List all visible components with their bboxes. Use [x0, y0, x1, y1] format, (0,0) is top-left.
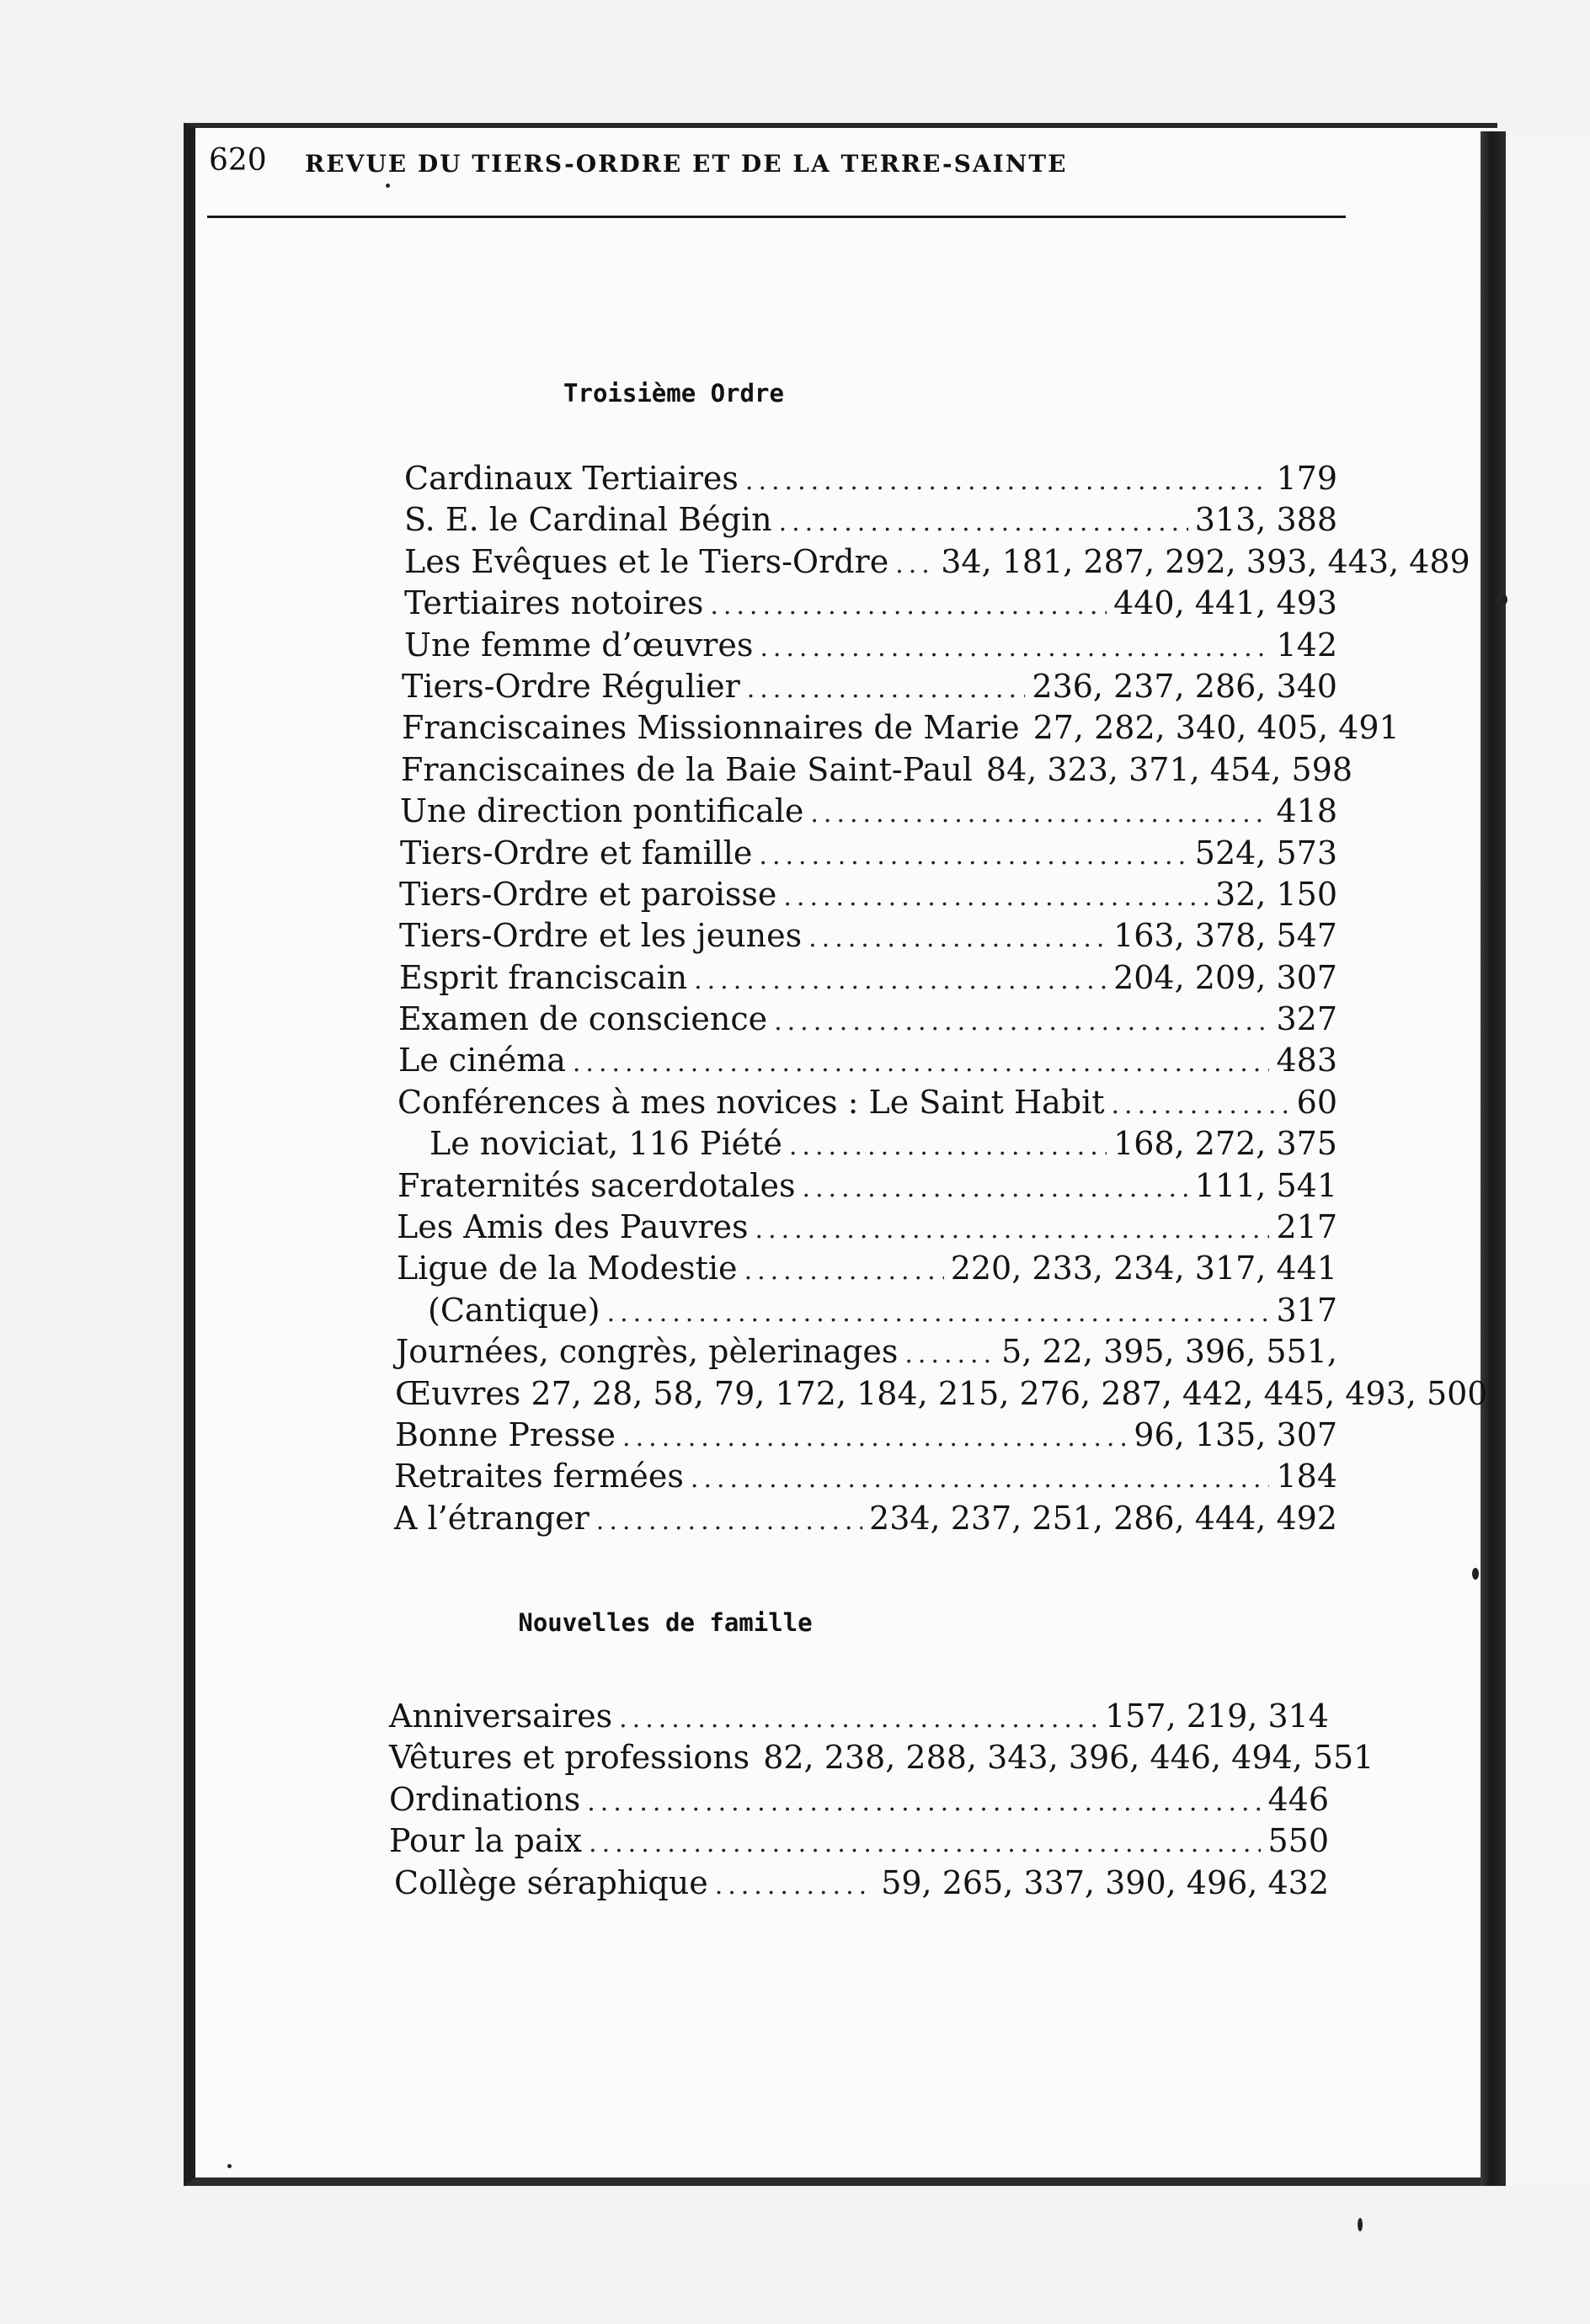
dot-leader [589, 1823, 1261, 1864]
entry-pages: 82, 238, 288, 343, 396, 446, 494, 551 [763, 1739, 1374, 1777]
dot-leader [607, 1293, 1270, 1334]
entry-pages: 236, 237, 286, 340 [1032, 667, 1337, 705]
toc-list-troisieme-ordre [394, 458, 1488, 1539]
entry-title: Le noviciat, 116 Piété [430, 1125, 782, 1163]
entry-pages: 524, 573 [1194, 834, 1337, 872]
toc-entry [398, 999, 1337, 1040]
entry-title: Journées, congrès, pèlerinages [396, 1333, 899, 1371]
dot-leader [587, 1782, 1261, 1823]
page-header [209, 143, 1347, 202]
entry-title: Vêtures et professions [389, 1739, 750, 1777]
dot-leader [774, 1001, 1269, 1042]
toc-entry [404, 458, 1337, 499]
toc-list-nouvelles-de-famille [389, 1696, 1374, 1904]
toc-entry [397, 1248, 1337, 1289]
dot-leader [622, 1417, 1127, 1458]
facing-page-edge [1506, 131, 1590, 2186]
entry-pages: 446 [1267, 1780, 1329, 1818]
entry-pages: 27, 282, 340, 405, 491 [1032, 709, 1400, 747]
entry-pages: 142 [1276, 626, 1337, 664]
toc-entry [389, 1779, 1329, 1820]
toc-entry [394, 1498, 1337, 1539]
entry-pages: 483 [1276, 1042, 1337, 1079]
dot-leader [904, 1334, 995, 1375]
toc-entry [400, 833, 1337, 874]
dot-leader [573, 1042, 1270, 1084]
entry-pages: 184 [1276, 1458, 1337, 1495]
dot-leader [759, 835, 1187, 877]
entry-pages: 234, 237, 251, 286, 444, 492 [869, 1499, 1337, 1537]
dot-leader [747, 669, 1026, 710]
entry-pages: 440, 441, 493 [1113, 584, 1337, 622]
entry-title: Collège séraphique [394, 1863, 708, 1901]
toc-entry [396, 1290, 1337, 1331]
toc-entry [397, 1207, 1337, 1248]
entry-title: Esprit franciscain [399, 958, 688, 996]
entry-title: Les Amis des Pauvres [397, 1208, 749, 1246]
dot-leader [755, 1209, 1270, 1250]
entry-pages: 163, 378, 547 [1113, 917, 1337, 955]
entry-title: Ligue de la Modestie [397, 1250, 738, 1287]
entry-pages: 84, 323, 371, 454, 598 [985, 750, 1353, 788]
section-heading-nouvelles-de-famille: Nouvelles de famille [518, 1608, 813, 1637]
dot-leader [745, 461, 1270, 502]
entry-pages: 220, 233, 234, 317, 441 [950, 1250, 1337, 1287]
entry-pages: 96, 135, 307 [1134, 1415, 1337, 1453]
entry-title: Les Evêques et le Tiers-Ordre [404, 542, 889, 580]
entry-title: Conférences à mes novices : Le Saint Habit [398, 1083, 1105, 1121]
entry-title: Tiers-Ordre et famille [400, 834, 753, 872]
entry-title: Fraternités sacerdotales [398, 1166, 796, 1204]
toc-entry [404, 541, 1470, 583]
dot-leader [895, 544, 934, 585]
toc-entry [398, 1165, 1337, 1207]
entry-pages: 111, 541 [1194, 1166, 1337, 1204]
entry-title: Tiers-Ordre Régulier [402, 667, 740, 705]
entry-title: Bonne Presse [395, 1415, 616, 1453]
toc-entry [402, 707, 1400, 749]
toc-entry [398, 1040, 1337, 1081]
entry-title: Retraites fermées [394, 1458, 684, 1495]
dot-leader [760, 627, 1269, 669]
dot-leader [779, 502, 1188, 543]
dot-leader [694, 960, 1107, 1001]
dot-leader [802, 1168, 1187, 1209]
toc-entry [395, 1373, 1488, 1415]
entry-title: Tertiaires notoires [404, 584, 704, 622]
toc-entry [402, 666, 1337, 707]
toc-entry [404, 583, 1337, 624]
entry-pages: 5, 22, 395, 396, 551, [1001, 1333, 1337, 1371]
dot-leader [810, 793, 1269, 834]
entry-pages: 60 [1296, 1083, 1337, 1121]
dot-leader [808, 918, 1107, 959]
entry-pages: 168, 272, 375 [1113, 1125, 1337, 1163]
book-gutter [1481, 131, 1506, 2186]
scan-speck [227, 2164, 232, 2168]
entry-pages: 327 [1276, 1000, 1337, 1038]
entry-title: Une direction pontificale [400, 792, 804, 830]
entry-title: Pour la paix [389, 1822, 583, 1860]
entry-pages: 418 [1276, 792, 1337, 830]
entry-title: (Cantique) [428, 1291, 600, 1329]
toc-entry [389, 1820, 1329, 1862]
entry-title: Tiers-Ordre et paroisse [399, 875, 777, 913]
entry-title: Une femme d’œuvres [404, 626, 754, 664]
dot-leader [715, 1865, 875, 1906]
page-number: 620 [209, 143, 267, 178]
header-rule [207, 216, 1346, 218]
dot-leader [1112, 1085, 1290, 1126]
entry-pages: 157, 219, 314 [1105, 1698, 1329, 1735]
scan-speck [1358, 2218, 1363, 2231]
entry-title: S. E. le Cardinal Bégin [404, 501, 772, 539]
toc-entry [394, 1863, 1329, 1904]
toc-entry [404, 625, 1337, 666]
dot-leader [783, 877, 1209, 918]
scan-speck [1501, 594, 1507, 605]
toc-entry [399, 874, 1337, 915]
entry-title: A l’étranger [394, 1499, 590, 1537]
section-heading-troisieme-ordre: Troisième Ordre [563, 379, 784, 408]
entry-pages: 179 [1276, 460, 1337, 497]
running-title: REVUE DU TIERS-ORDRE ET DE LA TERRE-SAINTE [305, 150, 1068, 178]
dot-leader [744, 1250, 944, 1292]
toc-entry [399, 957, 1337, 999]
entry-title: Anniversaires [389, 1698, 613, 1735]
entry-title: Œuvres 27, 28, 58, 79, 172, 184, 215, 276, 287, 442, 445, 493, 500 [395, 1374, 1488, 1412]
entry-pages: 313, 388 [1194, 501, 1337, 539]
toc-entry [399, 915, 1337, 957]
toc-entry [404, 499, 1337, 541]
toc-entry [398, 1123, 1337, 1165]
entry-pages: 317 [1276, 1291, 1337, 1329]
entry-title: Franciscaines de la Baie Saint-Paul [401, 750, 973, 788]
entry-title: Ordinations [389, 1780, 581, 1818]
dot-leader [710, 585, 1107, 626]
entry-pages: 34, 181, 287, 292, 393, 443, 489 [941, 542, 1470, 580]
toc-entry [401, 749, 1353, 791]
toc-entry [389, 1737, 1374, 1778]
dot-leader [596, 1500, 862, 1542]
toc-entry [394, 1456, 1337, 1497]
toc-entry [395, 1415, 1337, 1456]
entry-pages: 32, 150 [1214, 875, 1337, 913]
entry-title: Franciscaines Missionnaires de Marie [402, 709, 1020, 747]
entry-pages: 204, 209, 307 [1113, 958, 1337, 996]
entry-pages: 217 [1276, 1208, 1337, 1246]
entry-title: Cardinaux Tertiaires [404, 460, 739, 497]
entry-pages: 59, 265, 337, 390, 496, 432 [881, 1863, 1329, 1901]
toc-entry [396, 1331, 1337, 1373]
entry-pages: 550 [1267, 1822, 1329, 1860]
dot-leader [691, 1458, 1270, 1500]
scan-speck [386, 184, 390, 188]
toc-entry [389, 1696, 1329, 1737]
entry-title: Examen de conscience [398, 1000, 768, 1038]
toc-entry [400, 791, 1337, 832]
dot-leader [619, 1698, 1098, 1740]
dot-leader [789, 1126, 1107, 1167]
toc-entry [398, 1082, 1337, 1123]
scan-speck [1472, 1568, 1479, 1580]
entry-title: Tiers-Ordre et les jeunes [399, 917, 803, 955]
entry-title: Le cinéma [398, 1042, 566, 1079]
